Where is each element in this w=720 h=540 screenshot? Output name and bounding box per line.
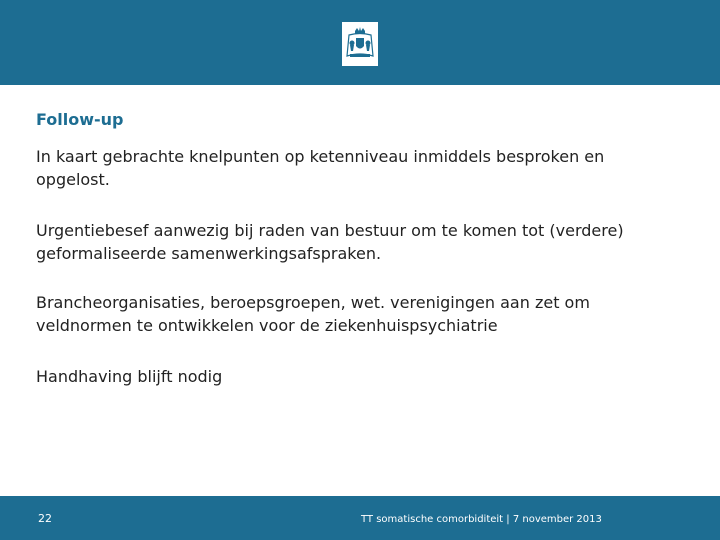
page-number: 22 — [38, 512, 52, 525]
slide-title: Follow-up — [36, 110, 124, 129]
paragraph: Handhaving blijft nodig — [36, 367, 223, 386]
paragraph: Brancheorganisaties, beroepsgroepen, wet. verenigingen aan zet om veldnormen te ontwikkelen voor de ziekenhuispsychiatrie — [36, 293, 590, 335]
footer-bar — [0, 496, 720, 540]
paragraph: In kaart gebrachte knelpunten op ketenniveau inmiddels besproken en opgelost. — [36, 147, 605, 189]
footer-text: TT somatische comorbiditeit | 7 november 2013 — [361, 514, 602, 525]
royal-coat-of-arms-icon — [342, 22, 378, 66]
paragraph: Urgentiebesef aanwezig bij raden van bestuur om te komen tot (verdere) geformaliseerde samenwerkingsafspraken. — [36, 221, 624, 263]
header-bar — [0, 0, 720, 85]
